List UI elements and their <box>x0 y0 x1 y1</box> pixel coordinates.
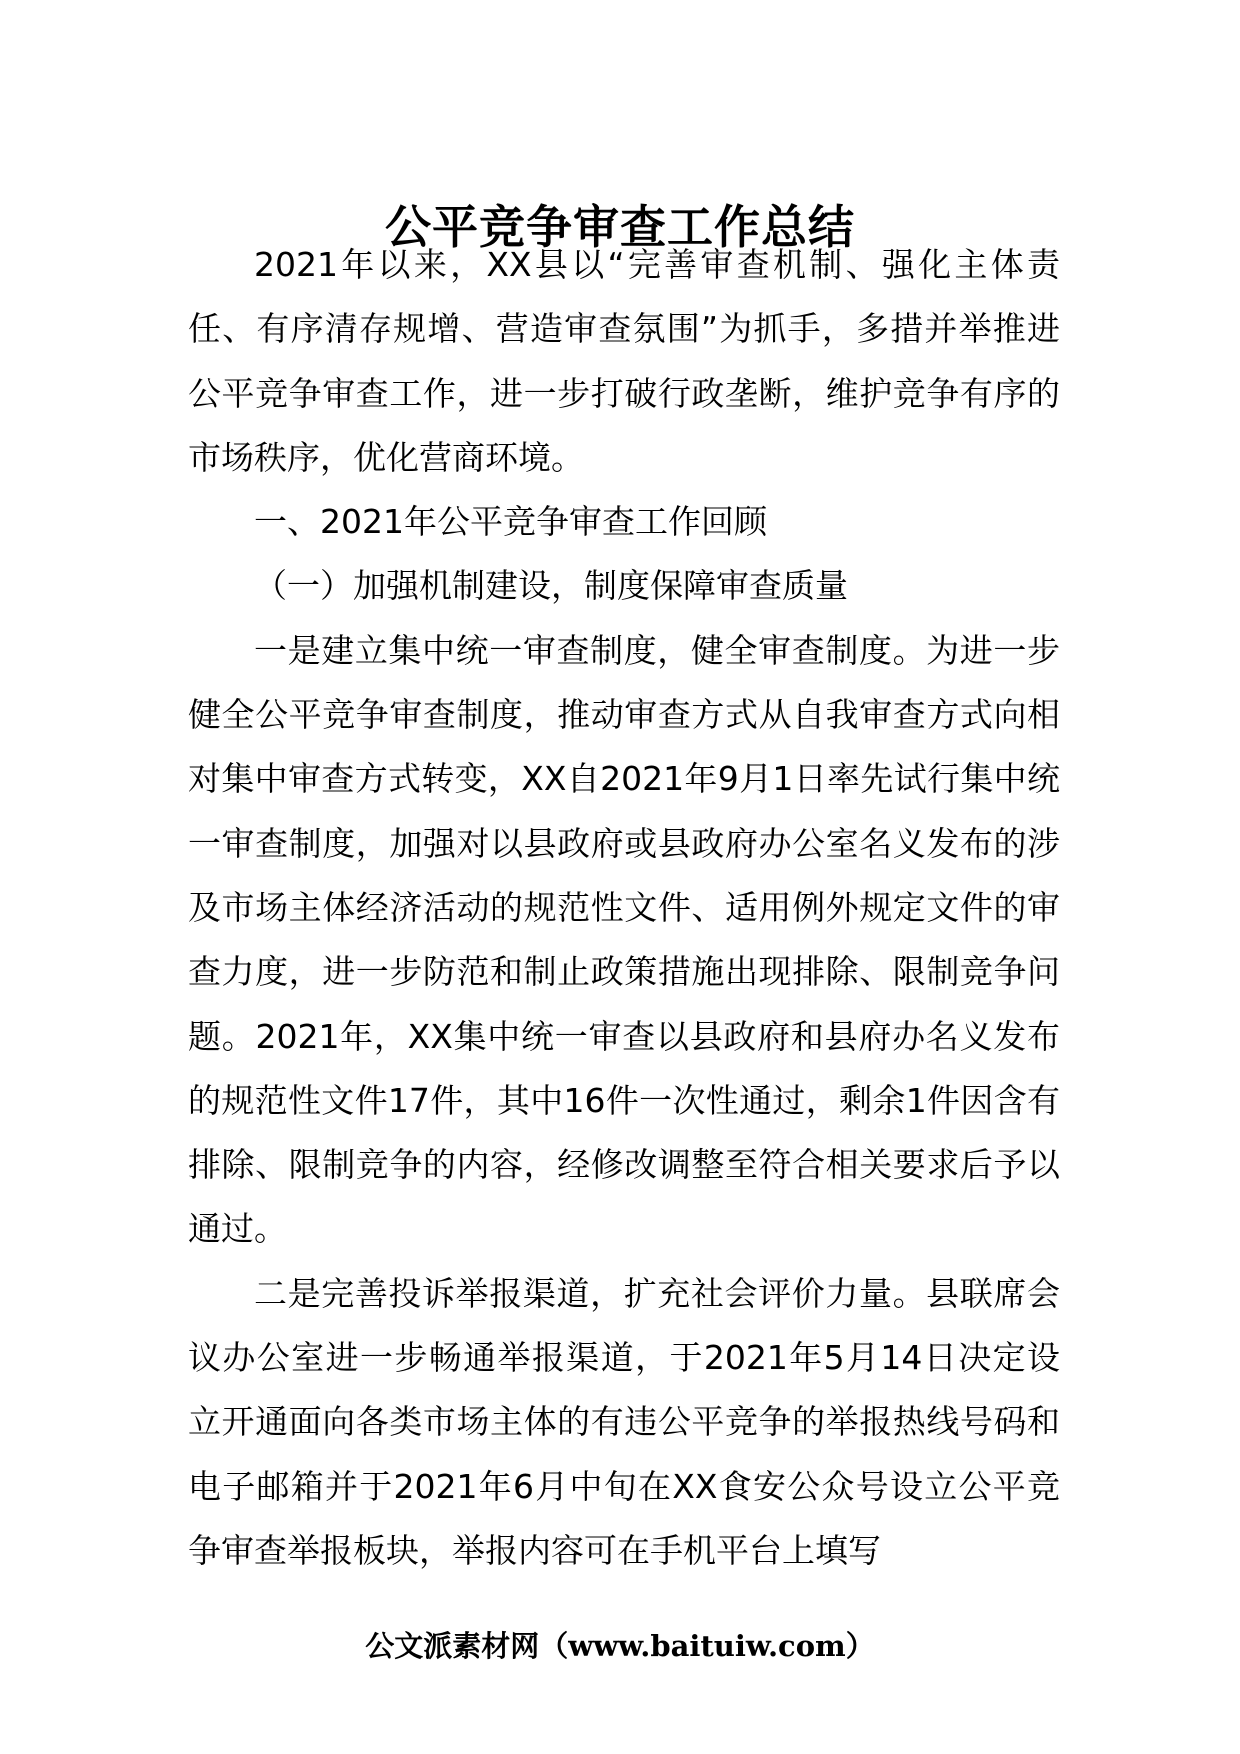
intro-paragraph: 2021年以来，XX县以“完善审查机制、强化主体责任、有序清存规增、营造审查氛围”为抓手，多措并举推进公平竞争审查工作，进一步打破行政垄断，维护竞争有序的市场秩序，优化营商环境。 <box>188 245 1060 477</box>
document-title: 公平竞争审查工作总结 <box>385 199 855 254</box>
subsection-heading: （一）加强机制建设，制度保障审查质量 <box>254 566 848 606</box>
point-two-paragraph: 二是完善投诉举报渠道，扩充社会评价力量。县联席会议办公室进一步畅通举报渠道，于2021年5月14日决定设立开通面向各类市场主体的有违公平竞争的举报热线号码和电子邮箱并于2021年6月中旬在XX食安公众号设立公平竞争审查举报板块，举报内容可在手机平台上填写 <box>188 1273 1060 1570</box>
document-body <box>188 233 1060 1583</box>
section-heading: 一、2021年公平竞争审查工作回顾 <box>254 502 767 542</box>
footer-watermark: 公文派素材网（www.baituiw.com） <box>365 1629 875 1663</box>
point-one-paragraph: 一是建立集中统一审查制度，健全审查制度。为进一步健全公平竞争审查制度，推动审查方式从自我审查方式向相对集中审查方式转变，XX自2021年9月1日率先试行集中统一审查制度，加强对以县政府或县政府办公室名义发布的涉及市场主体经济活动的规范性文件、适用例外规定文件的审查力度，进一步防范和制止政策措施出现排除、限制竞争问题。2021年，XX集中统一审查以县政府和县府办名义发布的规范性文件17件，其中16件一次性通过，剩余1件因含有排除、限制竞争的内容，经修改调整至符合相关要求后予以通过。 <box>188 630 1060 1249</box>
